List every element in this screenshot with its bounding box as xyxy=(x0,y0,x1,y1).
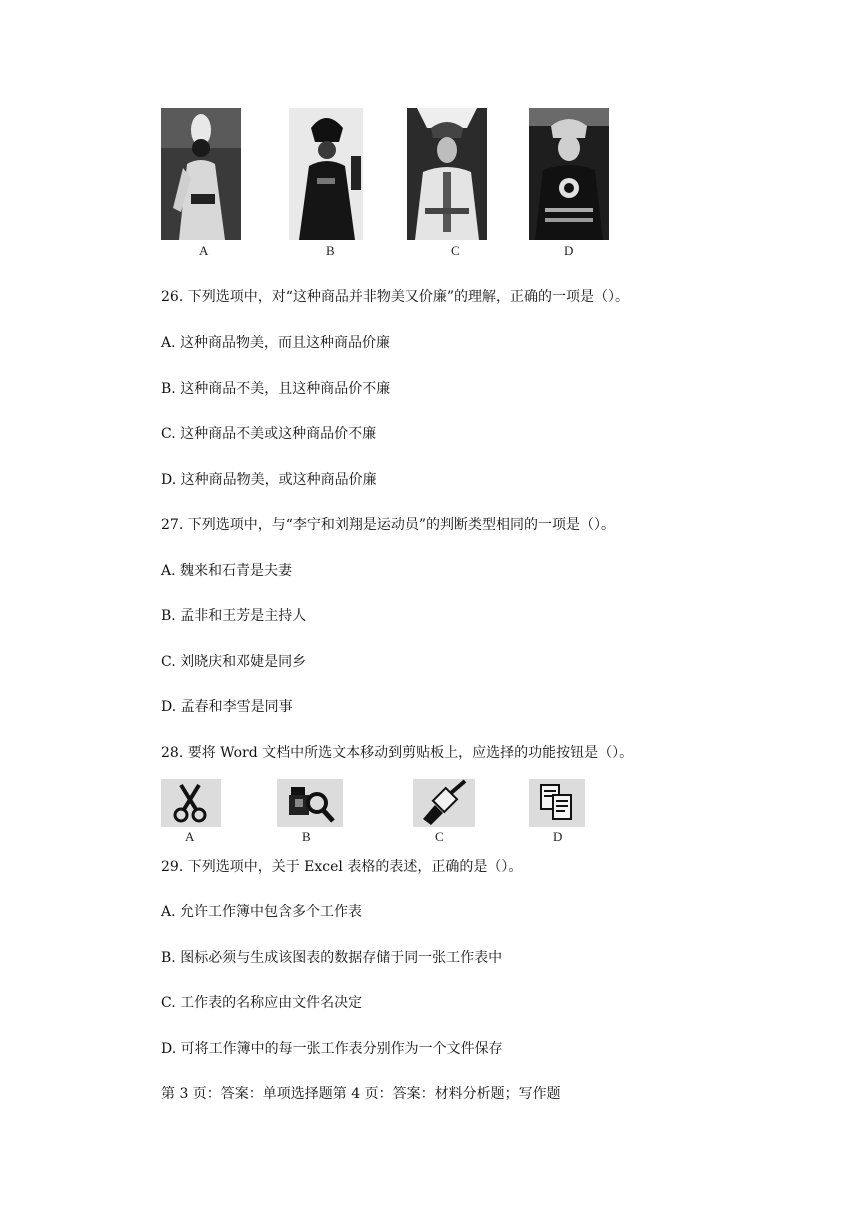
costume-photo-d xyxy=(529,108,609,240)
question-29-option-a: A. 允许工作簿中包含多个工作表 xyxy=(161,904,363,920)
question-26-option-c: C. 这种商品不美或这种商品价不廉 xyxy=(161,426,377,442)
question-26-option-b: B. 这种商品不美，且这种商品价不廉 xyxy=(161,381,391,397)
format-painter-brush-icon xyxy=(413,779,475,827)
photo-caption-d: D xyxy=(564,243,574,258)
page-footer-answers: 第 3 页：答案：单项选择题第 4 页：答案：材料分析题；写作题 xyxy=(161,1086,561,1102)
question-27-option-a: A. 魏来和石青是夫妻 xyxy=(161,563,293,579)
tool-caption-d: D xyxy=(553,829,563,844)
photo-caption-c: C xyxy=(451,243,460,258)
scissors-icon xyxy=(161,779,221,827)
question-26-option-d: D. 这种商品物美，或这种商品价廉 xyxy=(161,472,377,488)
question-27-option-c: C. 刘晓庆和邓婕是同乡 xyxy=(161,654,307,670)
tool-caption-b: B xyxy=(302,829,311,844)
question-29-stem: 29. 下列选项中，关于 Excel 表格的表述，正确的是（）。 xyxy=(161,859,523,875)
question-29-option-d: D. 可将工作簿中的每一张工作表分别作为一个文件保存 xyxy=(161,1041,503,1057)
photo-caption-a: A xyxy=(199,243,209,258)
tool-caption-a: A xyxy=(185,829,195,844)
question-28-stem: 28. 要将 Word 文档中所选文本移动到剪贴板上，应选择的功能按钮是（）。 xyxy=(161,745,634,761)
costume-photo-c xyxy=(407,108,487,240)
question-27-option-d: D. 孟春和李雪是同事 xyxy=(161,699,293,715)
costume-photo-a xyxy=(161,108,241,240)
tool-caption-c: C xyxy=(435,829,444,844)
question-27-stem: 27. 下列选项中，与“李宁和刘翔是运动员”的判断类型相同的一项是（）。 xyxy=(161,517,616,533)
find-binoculars-icon xyxy=(277,779,343,827)
question-29-option-b: B. 图标必须与生成该图表的数据存储于同一张工作表中 xyxy=(161,950,503,966)
question-26-stem: 26. 下列选项中，对“这种商品并非物美又价廉”的理解，正确的一项是（）。 xyxy=(161,289,630,305)
costume-photo-b xyxy=(289,108,363,240)
question-27-option-b: B. 孟非和王芳是主持人 xyxy=(161,608,307,624)
question-29-option-c: C. 工作表的名称应由文件名决定 xyxy=(161,995,363,1011)
copy-documents-icon xyxy=(529,779,585,827)
photo-caption-b: B xyxy=(326,243,335,258)
question-26-option-a: A. 这种商品物美，而且这种商品价廉 xyxy=(161,335,391,351)
